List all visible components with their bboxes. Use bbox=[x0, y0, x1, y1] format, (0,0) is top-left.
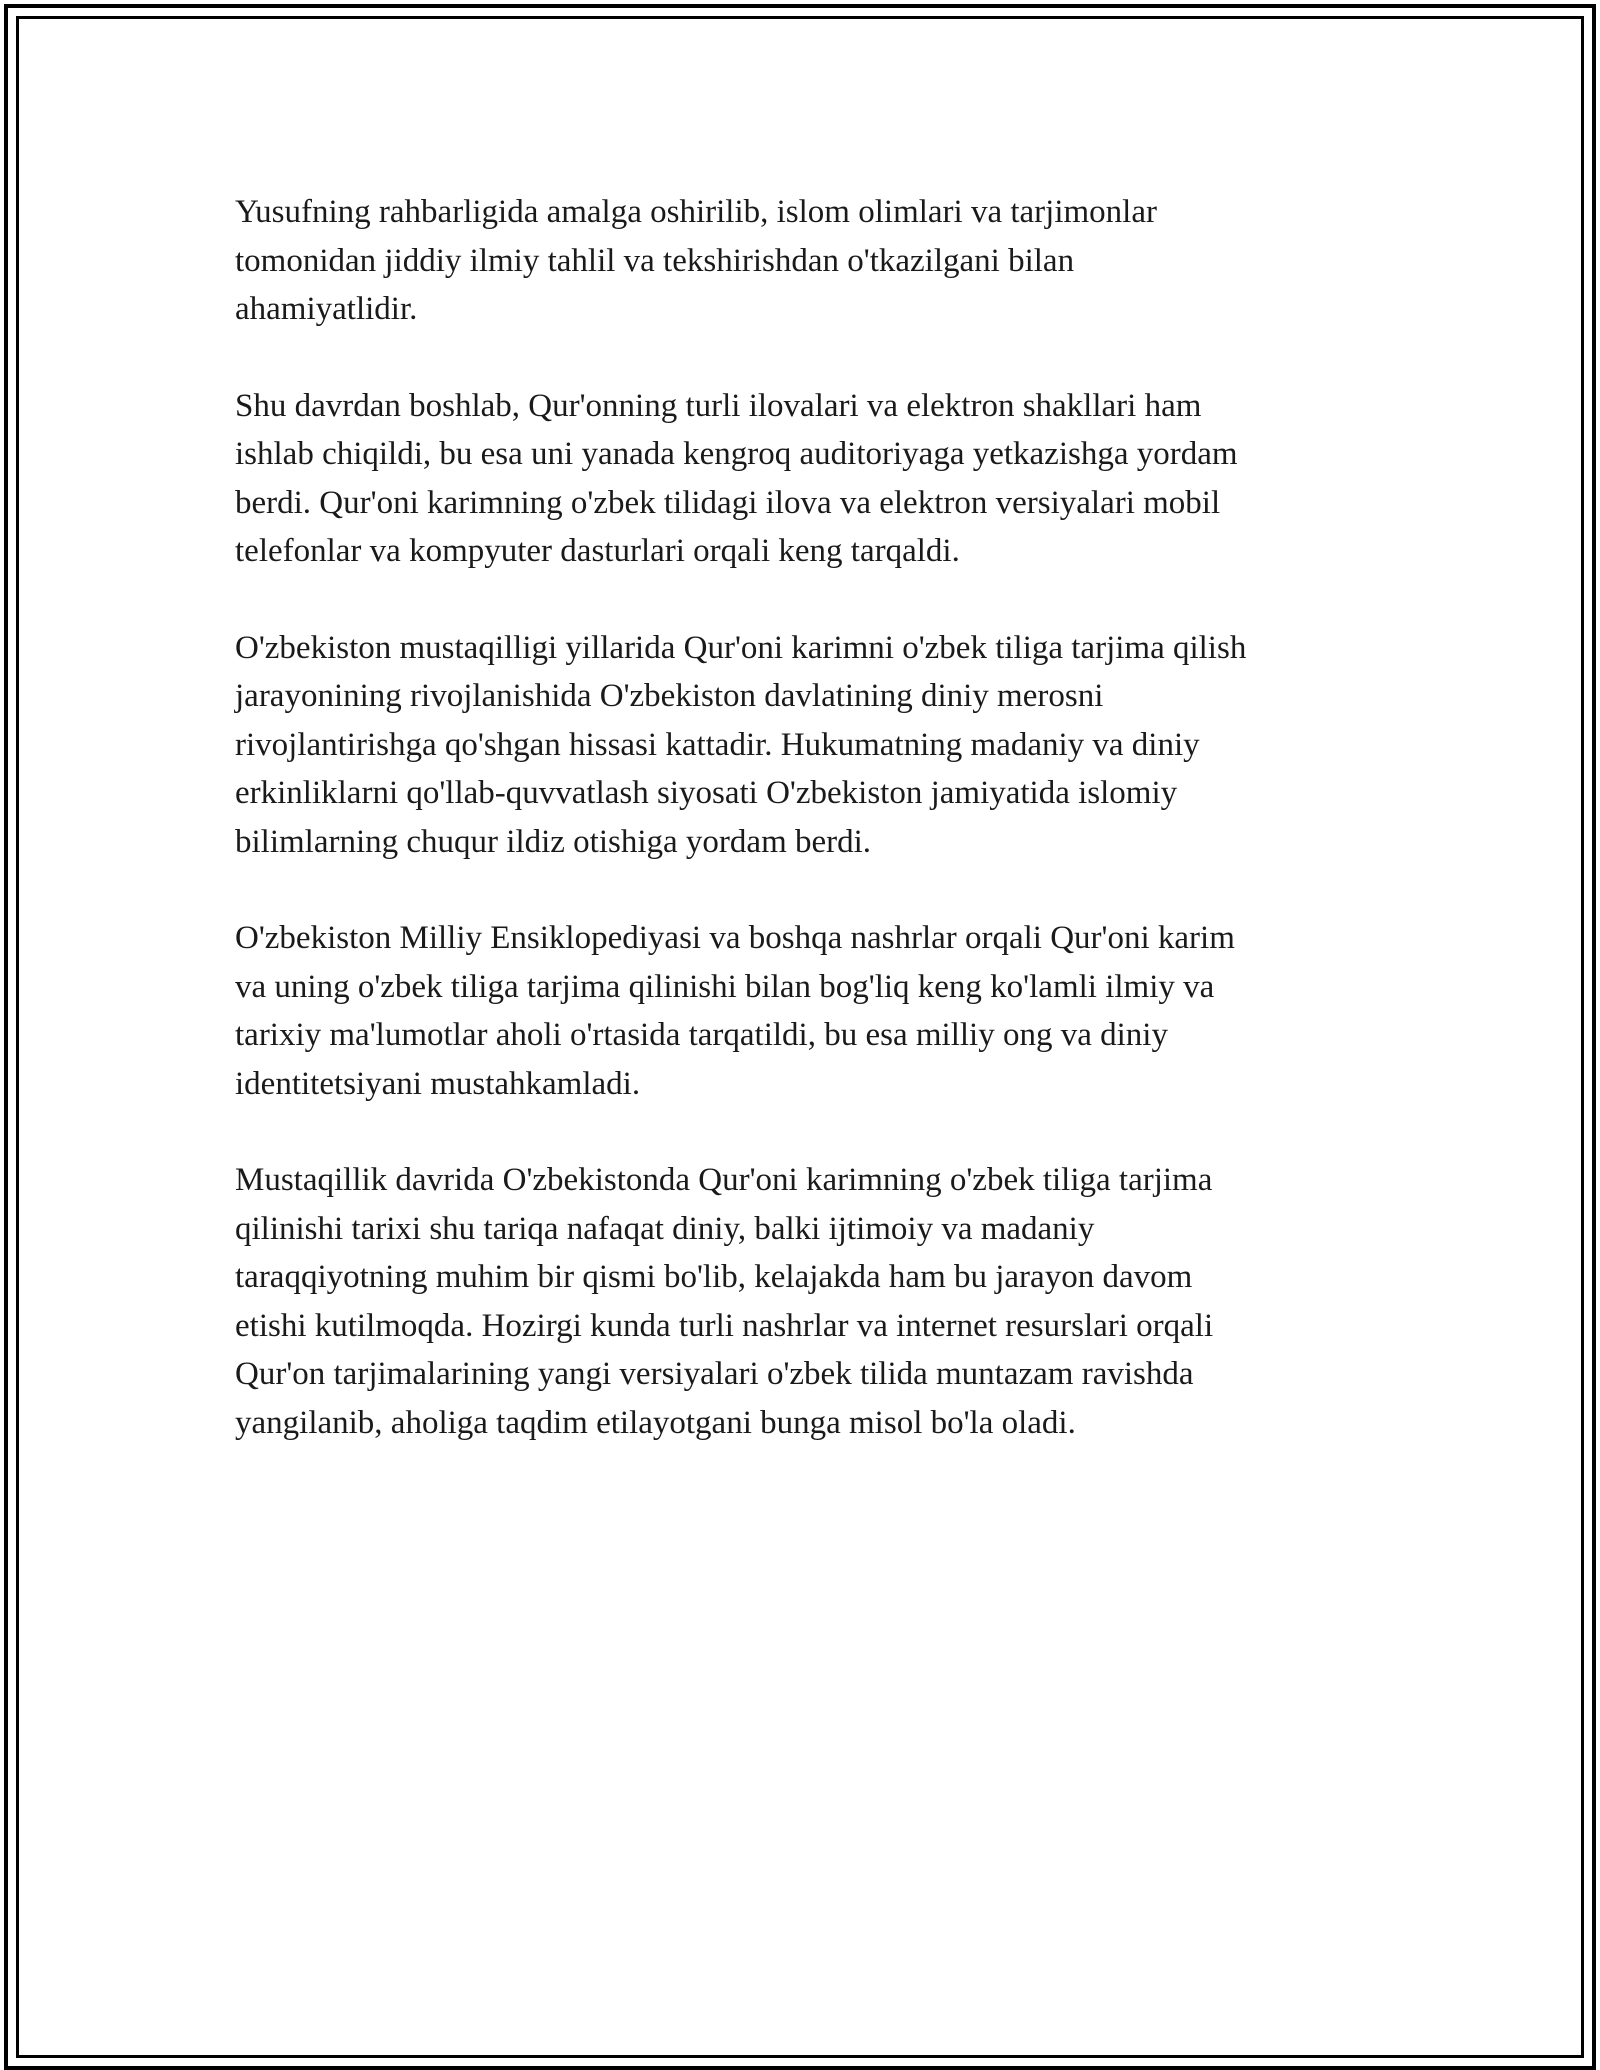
text-line: Yusufning rahbarligida amalga oshirilib, islom olimlari va tarjimonlar bbox=[235, 194, 1157, 230]
text-line: va uning o'zbek tiliga tarjima qilinishi bilan bog'liq keng ko'lamli ilmiy va bbox=[235, 968, 1215, 1005]
paragraph-1 bbox=[235, 188, 1385, 334]
text-line: ishlab chiqildi, bu esa uni yanada kengroq auditoriyaga yetkazishga yordam bbox=[235, 436, 1238, 472]
text-line: berdi. Qur'oni karimning o'zbek tilidagi ilova va elektron versiyalari mobil bbox=[235, 484, 1221, 521]
text-line: yangilanib, aholiga taqdim etilayotgani bunga misol bo'la oladi. bbox=[235, 1404, 1076, 1441]
text-line: O'zbekiston Milliy Ensiklopediyasi va boshqa nashrlar orqali Qur'oni karim bbox=[235, 920, 1235, 956]
text-line: jarayonining rivojlanishida O'zbekiston davlatining diniy merosni bbox=[235, 678, 1104, 714]
text-line: tomonidan jiddiy ilmiy tahlil va tekshirishdan o'tkazilgani bilan bbox=[235, 242, 1075, 279]
text-line: Shu davrdan boshlab, Qur'onning turli ilovalari va elektron shakllari ham bbox=[235, 387, 1202, 424]
text-line: bilimlarning chuqur ildiz otishiga yordam berdi. bbox=[235, 823, 872, 860]
text-line: tarixiy ma'lumotlar aholi o'rtasida tarqatildi, bu esa milliy ong va diniy bbox=[235, 1017, 1168, 1053]
text-line: qilinishi tarixi shu tariqa nafaqat diniy, balki ijtimoiy va madaniy bbox=[235, 1210, 1095, 1247]
text-line: Mustaqillik davrida O'zbekistonda Qur'oni karimning o'zbek tiliga tarjima bbox=[235, 1162, 1213, 1198]
paragraph-2 bbox=[235, 382, 1385, 576]
text-line: etishi kutilmoqda. Hozirgi kunda turli nashrlar va internet resurslari orqali bbox=[235, 1307, 1214, 1344]
text-line: erkinliklarni qo'llab-quvvatlash siyosati O'zbekiston jamiyatida islomiy bbox=[235, 775, 1178, 811]
text-line: ahamiyatlidir. bbox=[235, 291, 418, 327]
paragraph-4 bbox=[235, 914, 1385, 1108]
text-line: Qur'on tarjimalarining yangi versiyalari o'zbek tilida muntazam ravishda bbox=[235, 1356, 1194, 1392]
paragraph-5 bbox=[235, 1156, 1385, 1447]
text-line: rivojlantirishga qo'shgan hissasi kattadir. Hukumatning madaniy va diniy bbox=[235, 726, 1200, 763]
text-line: taraqqiyotning muhim bir qismi bo'lib, kelajakda ham bu jarayon davom bbox=[235, 1259, 1193, 1295]
text-line: O'zbekiston mustaqilligi yillarida Qur'oni karimni o'zbek tiliga tarjima qilish bbox=[235, 629, 1247, 666]
text-line: identitetsiyani mustahkamladi. bbox=[235, 1065, 641, 1102]
document-body bbox=[235, 188, 1385, 1495]
paragraph-3 bbox=[235, 624, 1385, 867]
text-line: telefonlar va kompyuter dasturlari orqali keng tarqaldi. bbox=[235, 533, 960, 569]
